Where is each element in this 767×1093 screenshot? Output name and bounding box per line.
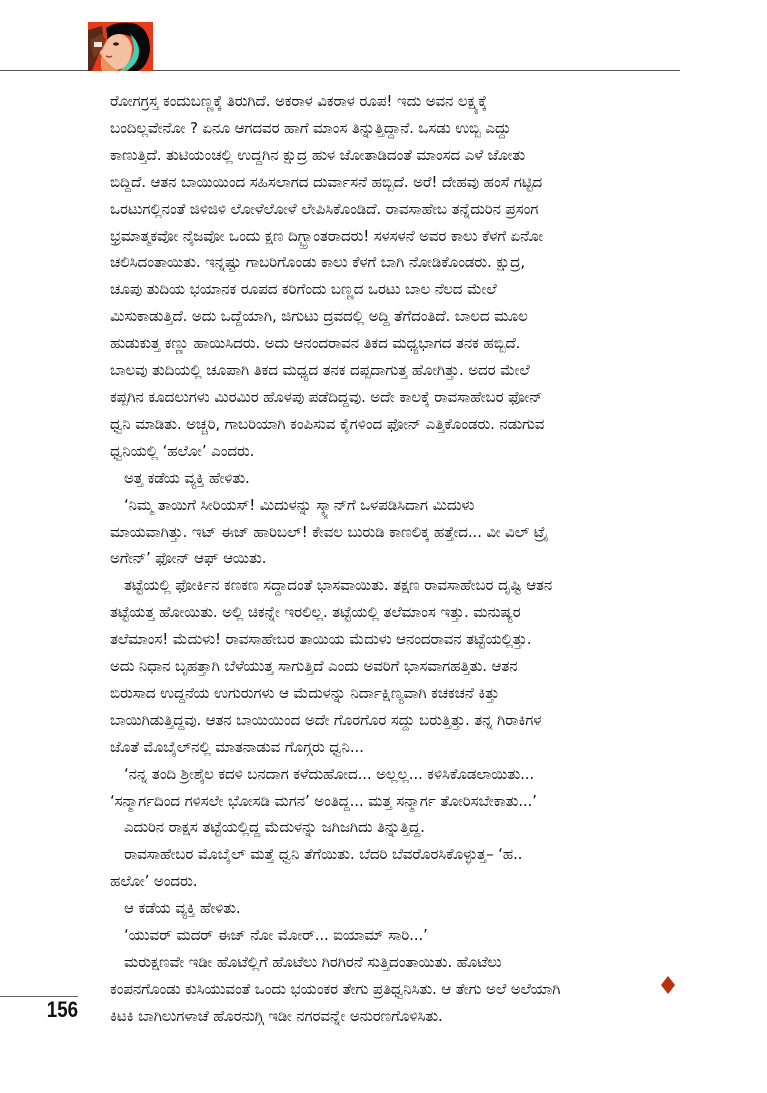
- text-line: ಮರುಕ್ಷಣವೇ ಇಡೀ ಹೊಟೆಲ್ಲಿಗೆ ಹೊಟೆಲು ಗಿರಗಿರನೆ ಸುತ್ತಿದಂತಾಯಿತು. ಹೊಟೆಲು: [124, 953, 502, 971]
- diamond-icon: [661, 976, 675, 994]
- text-line: ಎದುರಿನ ರಾಕ್ಷಸ ತಟ್ಟೆಯಲ್ಲಿದ್ದ ಮೆದುಳನ್ನು ಜಗಿಜಗಿದು ತಿನ್ನುತ್ತಿದ್ದ.: [124, 818, 425, 837]
- story-body: [110, 88, 670, 1030]
- text-line: ಹುಡುಕುತ್ತ ಕಣ್ಣು ಹಾಯಿಸಿದರು. ಅದು ಆನಂದರಾವನ ತಿಕದ ಮಧ್ಯಭಾಗದ ತನಕ ಹಬ್ಬಿದೆ.: [110, 334, 521, 353]
- page-number: 156: [46, 997, 78, 1022]
- text-line: ಹಲೋ’ ಅಂದರು.: [110, 872, 198, 891]
- text-line: ಕಂಪನಗೊಂಡು ಕುಸಿಯುವಂತೆ ಒಂದು ಭಯಂಕರ ತೇಗು ಪ್ರತಿಧ್ವನಿಸಿತು. ಆ ತೇಗು ಅಲೆ ಅಲೆಯಾಗಿ: [110, 979, 561, 998]
- text-line: ಮಾಯವಾಗಿತ್ತು. ಇಟ್ ಈಜ್ ಹಾರಿಬಲ್! ಕೇವಲ ಬುರುಡಿ ಕಾಣಲಿಕ್ಕ ಹತ್ತೇದ... ವೀ ವಿಲ್ ಟ್ರೈ: [110, 522, 549, 541]
- text-line: ಅದು ನಿಧಾನ ಬೃಹತ್ತಾಗಿ ಬೆಳೆಯುತ್ತ ಸಾಗುತ್ತಿದೆ ಎಂದು ಅವರಿಗೆ ಭಾಸವಾಗಹತ್ತಿತು. ಆತನ: [110, 657, 518, 676]
- text-line: ‘ನಿಮ್ಮ ತಾಯಿಗೆ ಸೀರಿಯಸ್! ಮಿದುಳನ್ನು ಸ್ಕ್ಯಾನ್‌ಗೆ ಒಳಪಡಿಸಿದಾಗ ಮಿದುಳು: [124, 495, 475, 514]
- text-line: ಕಿಟಕಿ ಬಾಗಿಲುಗಳಾಚೆ ಹೊರನುಗ್ಗಿ ಇಡೀ ನಗರವನ್ನೇ ಅನುರಣಗೊಳಿಸಿತು.: [110, 1006, 443, 1025]
- text-line: ಅಗೇನ್’ ಫೋನ್ ಆಫ್ ಆಯಿತು.: [110, 549, 267, 568]
- text-line: ಜೊತೆ ಮೊಬೈಲ್‌ನಲ್ಲಿ ಮಾತನಾಡುವ ಗೊಗ್ಗರು ಧ್ವನಿ...: [110, 737, 364, 756]
- text-line: ‘ಸನ್ಮಾರ್ಗದಿಂದ ಗಳಿಸಲೇ ಭೋಸಡಿ ಮಗನ’ ಅಂತಿದ್ದ... ಮತ್ತ ಸನ್ಮಾರ್ಗ ತೋರಿಸಬೇಕಾತು...’: [110, 791, 537, 810]
- magazine-logo: [88, 22, 153, 71]
- text-line: ಬಂದಿಲ್ಲವೇನೋ ? ಏನೂ ಆಗದವರ ಹಾಗೆ ಮಾಂಸ ತಿನ್ನುತ್ತಿದ್ದಾನೆ. ಒಸಡು ಉಬ್ಬಿ ಎದ್ದು: [110, 118, 511, 137]
- woman-profile-logo-icon: [88, 22, 153, 71]
- text-line: ರಾವಸಾಹೇಬರ ಮೊಬೈಲ್ ಮತ್ತೆ ಧ್ವನಿ ತೆಗೆಯಿತು. ಬೆದರಿ ಬೆವರೊರಸಿಕೊಳ್ಳುತ್ತ– ‘ಹ..: [124, 845, 523, 864]
- text-line: ‘ನನ್ನ ತಂದಿ ಶ್ರೀಶೈಲ ಕದಳಿ ಬನದಾಗ ಕಳೆದುಹೋದ... ಅಲ್ಲಲ್ಲ... ಕಳಿಸಿಕೊಡಲಾಯಿತು...: [124, 764, 534, 783]
- text-line: ಧ್ವನಿ ಮಾಡಿತು. ಅಚ್ಚರಿ, ಗಾಬರಿಯಾಗಿ ಕಂಪಿಸುವ ಕೈಗಳಿಂದ ಫೋನ್ ಎತ್ತಿಕೊಂಡರು. ನಡುಗುವ: [110, 414, 545, 433]
- text-line: ಕಪ್ಪಗಿನ ಕೂದಲುಗಳು ಮಿರಮಿರ ಹೊಳಪು ಪಡೆದಿದ್ದವು. ಅದೇ ಕಾಲಕ್ಕೆ ರಾವಸಾಹೇಬರ ಫೋನ್: [110, 387, 543, 406]
- text-line: ಭ್ರಮಾತ್ಮಕವೋ ನೈಜವೋ ಒಂದು ಕ್ಷಣ ದಿಗ್ಭ್ರಾಂತರಾದರು! ಸಳಸಳನೆ ಅವರ ಕಾಲು ಕೆಳಗೆ ಏನೋ: [110, 226, 544, 245]
- text-line: ಒರಟುಗಲ್ಲಿನಂತೆ ಜಿಳಿಜಿಳಿ ಲೋಳೆಲೋಳೆ ಲೇಪಿಸಿಕೊಂಡಿದೆ. ರಾವಸಾಹೇಬ ತನ್ನೆದುರಿನ ಪ್ರಸಂಗ: [110, 199, 539, 218]
- text-line: ರೋಗಗ್ರಸ್ತ ಕಂದುಬಣ್ಣಕ್ಕೆ ತಿರುಗಿದೆ. ಅಕರಾಳ ವಿಕರಾಳ ರೂಪ! ಇದು ಅವನ ಲಕ್ಷ್ಯಕ್ಕೆ: [110, 92, 487, 110]
- text-line: ಬಾಲವು ತುದಿಯಲ್ಲಿ ಚೂಪಾಗಿ ತಿಕದ ಮಧ್ಯದ ತನಕ ದಪ್ಪದಾಗುತ್ತ ಹೋಗಿತ್ತು. ಅದರ ಮೇಲೆ: [110, 361, 530, 380]
- text-line: ಮಿಸುಕಾಡುತ್ತಿದೆ. ಅದು ಒದ್ದೆಯಾಗಿ, ಜಿಗುಟು ದ್ರವದಲ್ಲಿ ಅದ್ದಿ ತೆಗೆದಂತಿದೆ. ಬಾಲದ ಮೂಲ: [110, 307, 528, 326]
- text-line: ‘ಯುವರ್ ಮದರ್ ಈಜ್ ನೋ ಮೋರ್... ಐಯಾಮ್ ಸಾರಿ...’: [124, 926, 428, 945]
- text-line: ಚಲಿಸಿದಂತಾಯಿತು. ಇನ್ನಷ್ಟು ಗಾಬರಿಗೊಂಡು ಕಾಲು ಕೆಳಗೆ ಬಾಗಿ ನೋಡಿಕೊಂಡರು. ಕ್ಷುದ್ರ,: [110, 253, 525, 272]
- text-line: ಕಾಣುತ್ತಿದೆ. ತುಟಿಯಂಚಲ್ಲಿ ಉದ್ದಗಿನ ಕ್ಷುದ್ರ ಹುಳ ಜೋತಾಡಿದಂತೆ ಮಾಂಸದ ಎಳೆ ಜೋತು: [110, 145, 525, 164]
- text-line: ಆ ಕಡೆಯ ವ್ಯಕ್ತಿ ಹೇಳಿತು.: [124, 899, 241, 918]
- text-line: ತಟ್ಟೆಯಲ್ಲಿ ಫೋರ್ಕಿನ ಕಣಕಣ ಸದ್ದಾದಂತೆ ಭಾಸವಾಯಿತು. ತಕ್ಷಣ ರಾವಸಾಹೇಬರ ದೃಷ್ಟಿ ಆತನ: [124, 576, 553, 595]
- text-line: ಬಿದ್ದಿದೆ. ಆತನ ಬಾಯಿಯಿಂದ ಸಹಿಸಲಾಗದ ದುರ್ವಾಸನೆ ಹಬ್ಬಿದೆ. ಅರೆ! ದೇಹವು ಹಂಸೆ ಗಟ್ಟಿದ: [110, 172, 543, 191]
- text-line: ತಲೆಮಾಂಸ! ಮೆದುಳು! ರಾವಸಾಹೇಬರ ತಾಯಿಯ ಮೆದುಳು ಆನಂದರಾವನ ತಟ್ಟೆಯಲ್ಲಿತ್ತು.: [110, 630, 532, 649]
- text-line: ಬಿರುಸಾದ ಉದ್ದನೆಯ ಉಗುರುಗಳು ಆ ಮೆದುಳನ್ನು ನಿರ್ದಾಕ್ಷಿಣ್ಯವಾಗಿ ಕಚಕಚನೆ ಕಿತ್ತು: [110, 683, 500, 702]
- text-line: ಬಾಯಿಗಿಡುತ್ತಿದ್ದವು. ಆತನ ಬಾಯಿಯಿಂದ ಅದೇ ಗೊರಗೊರ ಸದ್ದು ಬರುತ್ತಿತ್ತು. ತನ್ನ ಗಿರಾಕಿಗಳ: [110, 710, 542, 729]
- text-line: ಅತ್ತ ಕಡೆಯ ವ್ಯಕ್ತಿ ಹೇಳಿತು.: [124, 468, 250, 487]
- text-line: ಧ್ವನಿಯಲ್ಲಿ ‘ಹಲೋ’ ಎಂದರು.: [110, 441, 255, 460]
- text-line: ತಟ್ಟೆಯತ್ತ ಹೋಯಿತು. ಅಲ್ಲಿ ಚಿಕನ್ನೇ ಇರಲಿಲ್ಲ. ತಟ್ಟೆಯಲ್ಲಿ ತಲೆಮಾಂಸ ಇತ್ತು. ಮನುಷ್ಯರ: [110, 603, 521, 622]
- text-line: ಚೂಪು ತುದಿಯ ಭಯಾನಕ ರೂಪದ ಕರಿಗೆಂದು ಬಣ್ಣದ ಒರಟು ಬಾಲ ನೆಲದ ಮೇಲೆ: [110, 280, 497, 299]
